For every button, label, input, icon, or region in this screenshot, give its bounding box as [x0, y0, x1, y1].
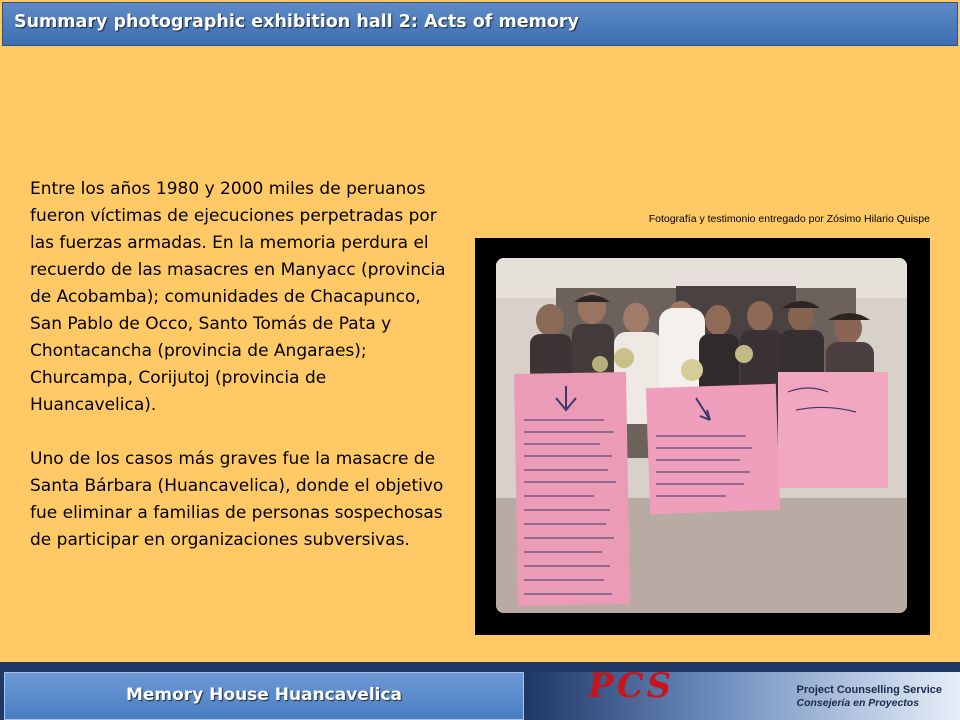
photo-caption: Fotografía y testimonio entregado por Zósimo Hilario Quispe — [648, 213, 930, 225]
main-text — [30, 176, 450, 554]
org-name — [797, 684, 943, 710]
footer-title-box — [4, 672, 524, 720]
paragraph-1: Entre los años 1980 y 2000 miles de peruanos fueron víctimas de ejecuciones perpetradas por las fuerzas armadas. En la memoria perdura el recuerdo de las masacres en Manyacc (provincia de Acobamba); comunidades de Chacapunco, San Pablo de Occo, Santo Tomás de Pata y Chontacancha (provincia de Angaraes); Churcampa, Corijutoj (provincia de Huancavelica). — [30, 179, 446, 415]
org-subtitle: Consejería en Proyectos — [796, 697, 920, 709]
photo-frame — [475, 238, 930, 635]
paragraph-2: Uno de los casos más graves fue la masacre de Santa Bárbara (Huancavelica), donde el objetivo fue eliminar a familias de personas sospechosas de participar en organizaciones subversivas. — [30, 449, 444, 550]
wedding-photo-illustration — [496, 258, 907, 613]
footer-title: Memory House Huancavelica — [125, 685, 403, 705]
pcs-logo: PCS — [588, 666, 675, 706]
org-name-text: Project Counselling Service — [796, 684, 942, 696]
wedding-photo — [496, 258, 907, 613]
page-title: Summary photographic exhibition hall 2: Acts of memory — [14, 12, 579, 32]
title-bar — [2, 2, 958, 46]
